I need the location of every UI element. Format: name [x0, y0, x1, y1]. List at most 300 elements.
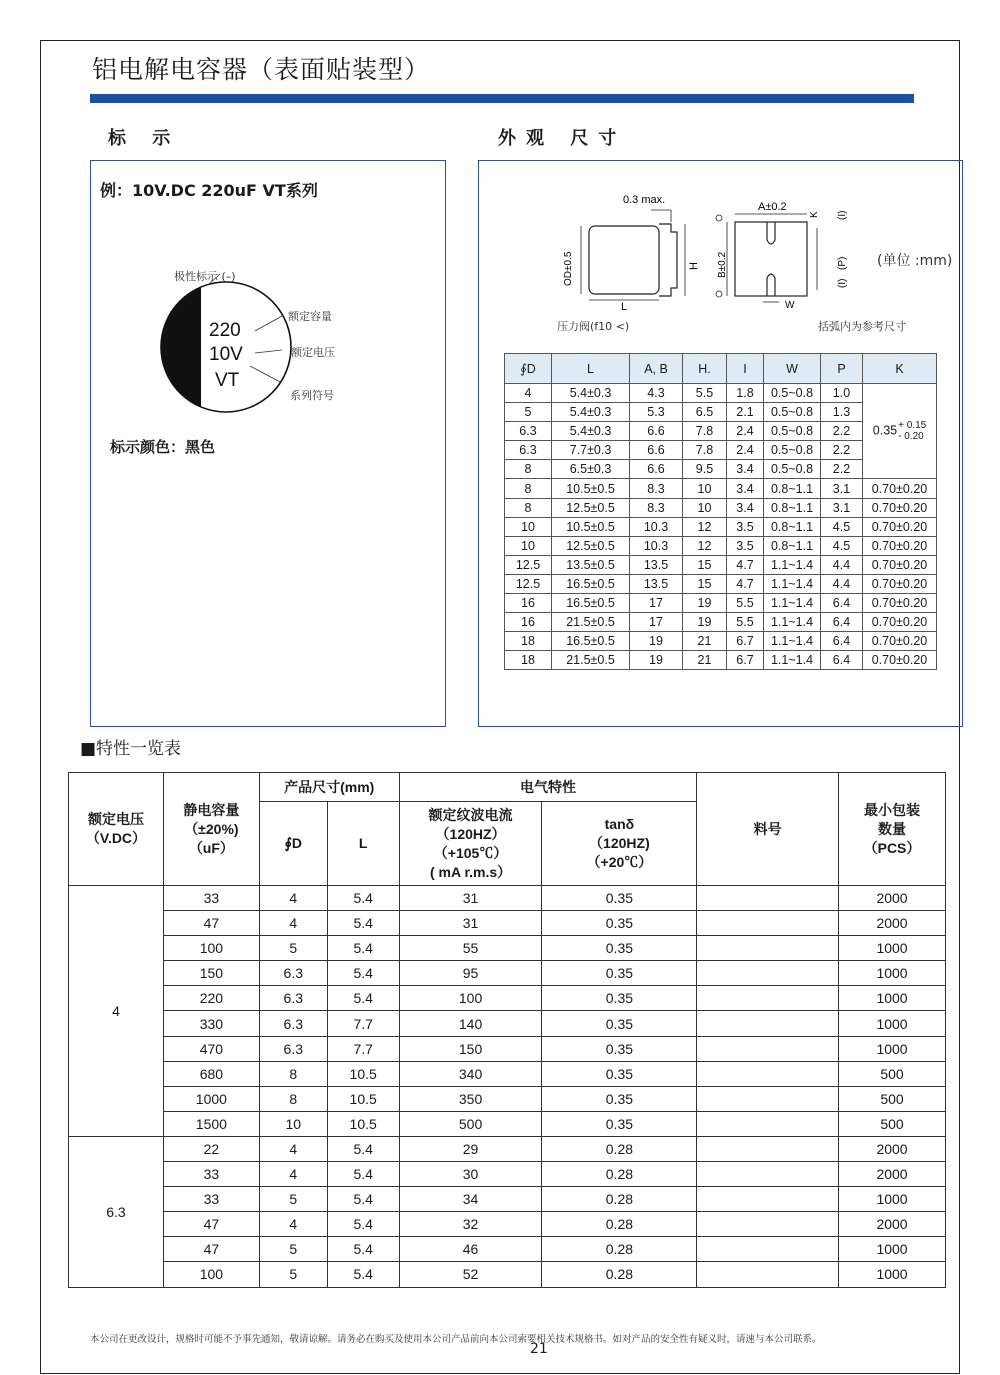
table-row: [505, 632, 937, 651]
table-cell: 46: [399, 1237, 542, 1262]
max-note-text: 0.3 max.: [623, 194, 666, 206]
series-label: 系列符号: [290, 389, 334, 402]
table-cell: 6.3: [259, 961, 327, 986]
table-cell: 7.7±0.3: [552, 441, 630, 460]
table-cell: 8: [505, 498, 552, 517]
table-row: [69, 911, 946, 936]
table-cell: 4.3: [630, 384, 683, 403]
table-cell: 47: [163, 1237, 259, 1262]
table-cell: 0.8~1.1: [764, 498, 821, 517]
table-cell: 5.4: [327, 911, 399, 936]
table-cell: 3.5: [727, 517, 764, 536]
table-cell: 31: [399, 911, 542, 936]
table-cell: 0.70±0.20: [863, 517, 937, 536]
table-row: [69, 1187, 946, 1212]
table-cell: 4.7: [727, 574, 764, 593]
table-cell: [697, 1136, 839, 1161]
table-cell: 4.4: [821, 555, 863, 574]
table-cell: [697, 1061, 839, 1086]
page-number: 21: [530, 1341, 548, 1357]
table-cell: 95: [399, 961, 542, 986]
table-cell: 7.8: [683, 422, 727, 441]
table-cell: 1.8: [727, 384, 764, 403]
table-cell: [697, 986, 839, 1011]
table-cell: 6.4: [821, 613, 863, 632]
table-cell: 6.3: [259, 986, 327, 1011]
table-cell: 5.5: [727, 613, 764, 632]
table-cell: 500: [399, 1111, 542, 1136]
table-cell: 0.70±0.20: [863, 536, 937, 555]
i2-dim-text: (I): [837, 278, 848, 288]
table-row: [505, 594, 937, 613]
table-row: [69, 1136, 946, 1161]
table-cell: 1.1~1.4: [764, 574, 821, 593]
table-cell: 350: [399, 1086, 542, 1111]
table-cell: 0.70±0.20: [863, 479, 937, 498]
table-cell: 6.6: [630, 460, 683, 479]
table-cell: 7.7: [327, 1036, 399, 1061]
table-cell: 47: [163, 1212, 259, 1237]
table-cell: 16: [505, 594, 552, 613]
table-row: [505, 555, 937, 574]
table-cell: 4: [259, 1136, 327, 1161]
table-cell: 3.1: [821, 479, 863, 498]
col-header: ∮D: [505, 354, 552, 384]
table-cell: 5.4±0.3: [552, 403, 630, 422]
table-cell: 5.4: [327, 1212, 399, 1237]
table-cell: 0.70±0.20: [863, 632, 937, 651]
reference-note: 括弧内为参考尺寸: [818, 320, 906, 333]
col-header: L: [552, 354, 630, 384]
table-cell: 3.1: [821, 498, 863, 517]
table-cell: 8.3: [630, 498, 683, 517]
table-cell: 4.5: [821, 536, 863, 555]
table-cell: 10: [259, 1111, 327, 1136]
table-cell: 5.4: [327, 936, 399, 961]
spec-table: [68, 772, 946, 1288]
table-cell: [697, 1162, 839, 1187]
table-cell: 0.28: [542, 1187, 697, 1212]
table-cell: 0.70±0.20: [863, 594, 937, 613]
table-cell: 13.5: [630, 555, 683, 574]
table-cell: 10.5±0.5: [552, 517, 630, 536]
footer-disclaimer: 本公司在更改设计，规格时可能不予事先通知，敬请谅解。请务必在购买及使用本公司产品前向本公司索要相关技术规格书。如对产品的安全性有疑义时，请速与本公司联系。: [90, 1334, 822, 1345]
table-cell: 1.1~1.4: [764, 555, 821, 574]
table-cell: 15: [683, 574, 727, 593]
table-cell: 12: [683, 517, 727, 536]
ripple-header: 额定纹波电流 （120HZ） （+105℃） ( mA r.m.s）: [399, 802, 542, 886]
table-cell: 19: [630, 632, 683, 651]
table-cell: 21: [683, 632, 727, 651]
table-cell: 1.1~1.4: [764, 613, 821, 632]
table-cell: [697, 936, 839, 961]
table-cell: 16.5±0.5: [552, 632, 630, 651]
table-cell: 100: [163, 1262, 259, 1287]
table-cell: 150: [399, 1036, 542, 1061]
table-cell: 7.7: [327, 1011, 399, 1036]
table-cell: 2.4: [727, 441, 764, 460]
b-dim-text: B±0.2: [717, 251, 728, 278]
table-cell: 220: [163, 986, 259, 1011]
table-row: [69, 1036, 946, 1061]
table-cell: 140: [399, 1011, 542, 1036]
table-cell: 0.28: [542, 1237, 697, 1262]
table-cell: 4.4: [821, 574, 863, 593]
voltage-group-cell: 6.3: [69, 1136, 164, 1287]
table-cell: 8: [505, 460, 552, 479]
table-cell: 8: [505, 479, 552, 498]
table-cell: 34: [399, 1187, 542, 1212]
table-cell: 10: [505, 536, 552, 555]
col-header: H.: [683, 354, 727, 384]
table-cell: 22: [163, 1136, 259, 1161]
table-row: [505, 651, 937, 670]
table-cell: 500: [839, 1086, 946, 1111]
table-cell: 10.3: [630, 517, 683, 536]
table-cell: 10.3: [630, 536, 683, 555]
table-cell: 4: [505, 384, 552, 403]
table-cell: 10.5±0.5: [552, 479, 630, 498]
table-cell: 0.35: [542, 1086, 697, 1111]
col-header: I: [727, 354, 764, 384]
table-cell: 1.1~1.4: [764, 632, 821, 651]
table-cell: 1000: [839, 1237, 946, 1262]
table-cell: 0.35: [542, 1061, 697, 1086]
table-cell: 1000: [839, 1187, 946, 1212]
table-cell: 0.35: [542, 961, 697, 986]
table-cell: 100: [399, 986, 542, 1011]
table-cell: 5.4: [327, 961, 399, 986]
table-cell: 5.4±0.3: [552, 422, 630, 441]
table-cell: 0.28: [542, 1162, 697, 1187]
table-cell: 5.4: [327, 886, 399, 911]
voltage-group-cell: 4: [69, 886, 164, 1137]
size-l-header: L: [327, 802, 399, 886]
table-cell: 12.5±0.5: [552, 498, 630, 517]
table-cell: 12.5: [505, 574, 552, 593]
dimension-drawing: [555, 188, 855, 333]
table-cell: 6.7: [727, 632, 764, 651]
table-cell: 5.4: [327, 1262, 399, 1287]
table-row: [69, 986, 946, 1011]
table-cell: 10: [505, 517, 552, 536]
table-cell: [697, 1086, 839, 1111]
table-row: [69, 961, 946, 986]
table-row: [69, 1162, 946, 1187]
table-cell: 0.8~1.1: [764, 479, 821, 498]
packing-header: 最小包装 数量 （PCS）: [839, 773, 946, 886]
table-cell: 5: [259, 1262, 327, 1287]
table-cell: 5.4: [327, 986, 399, 1011]
table-cell: 52: [399, 1262, 542, 1287]
a-dim-text: A±0.2: [758, 201, 787, 213]
part-number-header: 料号: [697, 773, 839, 886]
marking-example: 例：10V.DC 220uF VT系列: [100, 181, 318, 200]
table-cell: 2000: [839, 1212, 946, 1237]
table-row: [69, 1262, 946, 1287]
table-cell: 6.5: [683, 403, 727, 422]
table-row: [505, 517, 937, 536]
table-cell: 2000: [839, 1136, 946, 1161]
marking-color-note: 标示颜色：黑色: [110, 438, 216, 456]
table-cell: 0.35: [542, 1011, 697, 1036]
table-cell: 4.7: [727, 555, 764, 574]
table-cell: 6.3: [259, 1036, 327, 1061]
cap-value-text: 220: [209, 320, 241, 341]
table-cell: 1000: [839, 1036, 946, 1061]
table-cell: 0.28: [542, 1262, 697, 1287]
table-cell: [697, 886, 839, 911]
table-cell: 16: [505, 613, 552, 632]
table-row: [505, 613, 937, 632]
table-cell: 12.5: [505, 555, 552, 574]
k-dim-text: K: [809, 211, 820, 218]
table-cell: 4: [259, 1162, 327, 1187]
table-cell: 0.35: [542, 1036, 697, 1061]
table-cell: 500: [839, 1111, 946, 1136]
table-row: [69, 1237, 946, 1262]
table-cell: 6.3: [505, 422, 552, 441]
table-cell: 30: [399, 1162, 542, 1187]
table-cell: 2.1: [727, 403, 764, 422]
l-dim-text: L: [621, 301, 628, 313]
table-cell: 2000: [839, 911, 946, 936]
table-cell: 3.4: [727, 498, 764, 517]
table-cell: 0.8~1.1: [764, 536, 821, 555]
table-cell: 1000: [839, 1011, 946, 1036]
table-cell: 5: [259, 936, 327, 961]
table-cell: [697, 1011, 839, 1036]
col-header: A, B: [630, 354, 683, 384]
table-cell: 8: [259, 1061, 327, 1086]
table-row: [69, 1212, 946, 1237]
table-cell: 33: [163, 886, 259, 911]
table-cell: 0.8~1.1: [764, 517, 821, 536]
table-cell: 10.5: [327, 1086, 399, 1111]
table-cell: 150: [163, 961, 259, 986]
table-cell: 2.2: [821, 422, 863, 441]
table-cell: [697, 1212, 839, 1237]
table-row: [505, 574, 937, 593]
table-cell: 1.0: [821, 384, 863, 403]
table-cell: 1000: [839, 1262, 946, 1287]
table-cell: 1000: [839, 961, 946, 986]
cap-label: 额定容量: [288, 310, 332, 323]
table-cell: [697, 1187, 839, 1212]
table-cell: 12: [683, 536, 727, 555]
table-cell: 8.3: [630, 479, 683, 498]
p-dim-text: (P): [837, 256, 848, 270]
table-cell: 2000: [839, 886, 946, 911]
dimensions-heading: 外观 尺寸: [498, 128, 627, 149]
spec-heading: ■特性一览表: [80, 739, 182, 759]
table-cell: 6.3: [505, 441, 552, 460]
table-cell: 5.4: [327, 1136, 399, 1161]
col-header: P: [821, 354, 863, 384]
electrical-header: 电气特性: [399, 773, 697, 802]
table-cell: 5.4: [327, 1162, 399, 1187]
table-cell: 18: [505, 651, 552, 670]
h-dim-text: H: [688, 262, 700, 270]
unit-label: (单位 :mm): [877, 253, 953, 269]
table-cell: 13.5: [630, 574, 683, 593]
table-cell: 1500: [163, 1111, 259, 1136]
polarity-label: 极性标示 (–): [174, 270, 236, 283]
table-cell: 17: [630, 613, 683, 632]
table-row: [69, 1111, 946, 1136]
w-dim-text: W: [785, 300, 795, 311]
table-cell: 6.6: [630, 441, 683, 460]
table-cell: 19: [630, 651, 683, 670]
table-cell: 5.3: [630, 403, 683, 422]
table-cell: 0.35: [542, 886, 697, 911]
table-cell: 0.35: [542, 936, 697, 961]
table-cell: 5.5: [683, 384, 727, 403]
table-cell: [697, 1036, 839, 1061]
table-cell: 4: [259, 911, 327, 936]
table-cell: 7.8: [683, 441, 727, 460]
table-cell: 17: [630, 594, 683, 613]
table-cell: 21: [683, 651, 727, 670]
i-dim-text: (I): [837, 210, 848, 220]
table-cell: 330: [163, 1011, 259, 1036]
table-cell: 19: [683, 613, 727, 632]
capacitance-header: 静电容量 （±20%) （uF）: [163, 773, 259, 886]
table-cell: 19: [683, 594, 727, 613]
table-cell: 0.70±0.20: [863, 651, 937, 670]
table-cell: 5.5: [727, 594, 764, 613]
table-cell: 1.3: [821, 403, 863, 422]
table-cell: 5: [505, 403, 552, 422]
table-cell: 0.70±0.20: [863, 498, 937, 517]
table-cell: 0.5~0.8: [764, 403, 821, 422]
table-row: [69, 1086, 946, 1111]
table-cell: 0.70±0.20: [863, 555, 937, 574]
table-cell: 9.5: [683, 460, 727, 479]
table-cell: 680: [163, 1061, 259, 1086]
table-cell: 10.5: [327, 1061, 399, 1086]
table-cell: 500: [839, 1061, 946, 1086]
valve-note: 压力阀(f10 <): [557, 320, 630, 333]
table-cell: 0.28: [542, 1212, 697, 1237]
table-cell: 6.7: [727, 651, 764, 670]
table-cell: 1.1~1.4: [764, 594, 821, 613]
table-cell: 6.4: [821, 651, 863, 670]
table-cell: 1000: [839, 936, 946, 961]
table-cell: 5: [259, 1187, 327, 1212]
voltage-header: 额定电压 （V.DC）: [69, 773, 164, 886]
table-cell: 1000: [839, 986, 946, 1011]
size-d-header: ∮D: [259, 802, 327, 886]
table-cell: 6.4: [821, 632, 863, 651]
table-cell: [697, 961, 839, 986]
table-cell: 21.5±0.5: [552, 613, 630, 632]
table-cell: 10: [683, 479, 727, 498]
size-header: 产品尺寸(mm): [259, 773, 399, 802]
table-row: [505, 479, 937, 498]
table-cell: 4: [259, 1212, 327, 1237]
table-cell: 5: [259, 1237, 327, 1262]
table-cell: 340: [399, 1061, 542, 1086]
table-cell: 18: [505, 632, 552, 651]
table-cell: 6.3: [259, 1011, 327, 1036]
table-cell: 1000: [163, 1086, 259, 1111]
page-title: 铝电解电容器（表面贴装型）: [92, 55, 431, 84]
table-cell: [697, 1111, 839, 1136]
table-row: [505, 384, 937, 403]
table-cell: 1.1~1.4: [764, 651, 821, 670]
table-cell: 0.35: [542, 1111, 697, 1136]
voltage-label: 额定电压: [291, 346, 335, 359]
d-dim-text: OD±0.5: [563, 251, 574, 286]
table-cell: 0.35: [542, 986, 697, 1011]
title-underline-bar: [90, 94, 914, 103]
table-row: [69, 936, 946, 961]
table-cell: 2000: [839, 1162, 946, 1187]
table-cell: 21.5±0.5: [552, 651, 630, 670]
table-cell: 31: [399, 886, 542, 911]
table-cell: 3.4: [727, 479, 764, 498]
table-cell: 6.6: [630, 422, 683, 441]
table-cell: 16.5±0.5: [552, 574, 630, 593]
dimension-table: [504, 353, 937, 670]
table-cell: 5.4±0.3: [552, 384, 630, 403]
table-cell: 10.5: [327, 1111, 399, 1136]
table-cell: 100: [163, 936, 259, 961]
col-header: K: [863, 354, 937, 384]
table-cell: 0.5~0.8: [764, 422, 821, 441]
table-row: [69, 1061, 946, 1086]
table-row: [69, 1011, 946, 1036]
table-cell: 33: [163, 1187, 259, 1212]
table-cell: 4.5: [821, 517, 863, 536]
table-cell: 3.4: [727, 460, 764, 479]
table-cell: [697, 911, 839, 936]
table-cell: 12.5±0.5: [552, 536, 630, 555]
marking-heading: 标 示: [108, 128, 181, 149]
table-cell: 0.5~0.8: [764, 460, 821, 479]
table-cell: 5.4: [327, 1237, 399, 1262]
table-cell: 6.4: [821, 594, 863, 613]
table-cell: [697, 1237, 839, 1262]
table-row: [505, 498, 937, 517]
table-cell: 0.5~0.8: [764, 441, 821, 460]
table-cell: 6.5±0.3: [552, 460, 630, 479]
dimension-table-header: [505, 354, 937, 384]
table-cell: [697, 1262, 839, 1287]
table-cell: 3.5: [727, 536, 764, 555]
table-cell: 2.2: [821, 441, 863, 460]
table-cell: 5.4: [327, 1187, 399, 1212]
table-cell: 29: [399, 1136, 542, 1161]
table-cell: 470: [163, 1036, 259, 1061]
series-value-text: VT: [215, 370, 240, 391]
col-header: W: [764, 354, 821, 384]
table-cell: 47: [163, 911, 259, 936]
table-cell: 2.4: [727, 422, 764, 441]
table-cell: 0.35: [542, 911, 697, 936]
table-cell: 2.2: [821, 460, 863, 479]
tan-header: tanδ （120HZ) （+20℃）: [542, 802, 697, 886]
table-cell: 4: [259, 886, 327, 911]
table-cell: 15: [683, 555, 727, 574]
table-row: [69, 886, 946, 911]
voltage-value-text: 10V: [209, 344, 243, 365]
table-cell: 55: [399, 936, 542, 961]
table-cell: 0.70±0.20: [863, 613, 937, 632]
table-cell: 8: [259, 1086, 327, 1111]
table-cell: 10: [683, 498, 727, 517]
